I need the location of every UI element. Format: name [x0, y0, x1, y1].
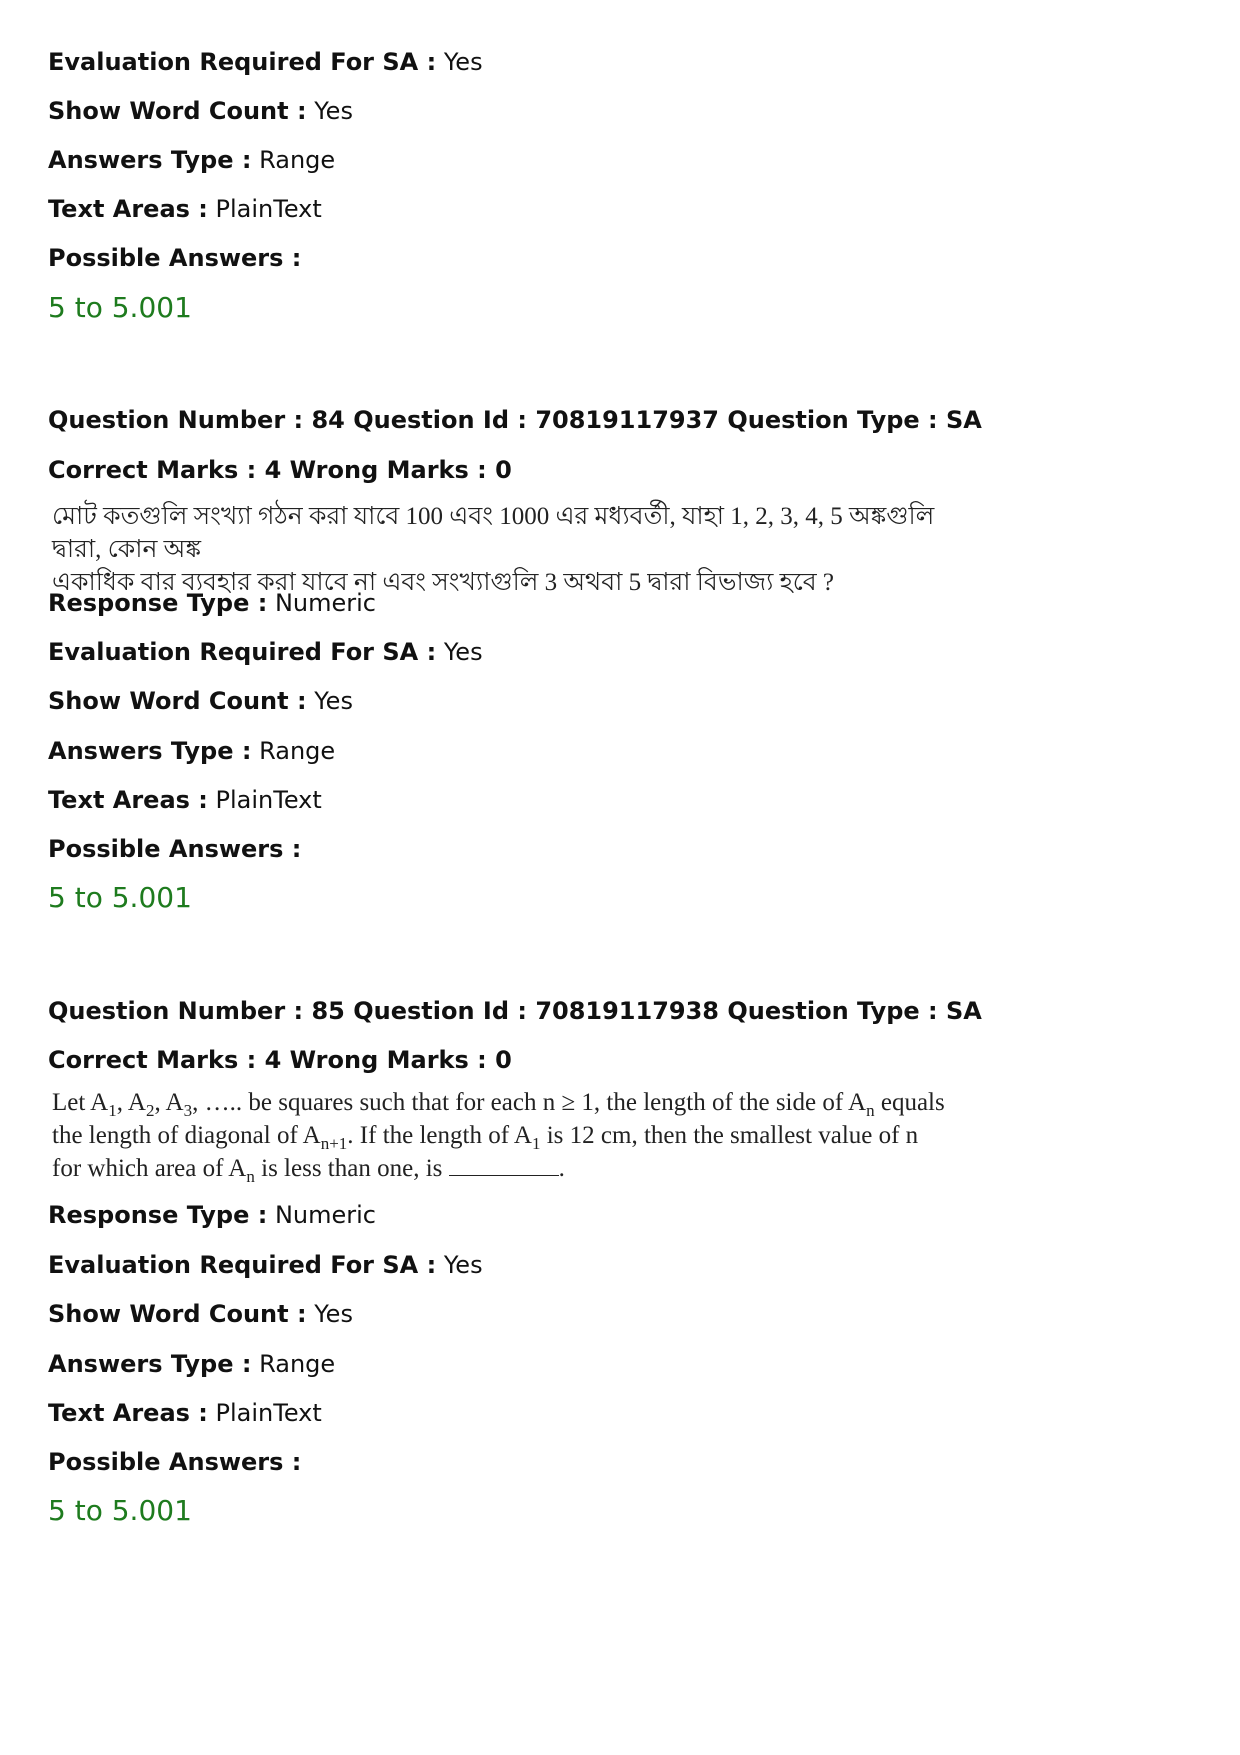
field-value: Yes: [314, 97, 353, 125]
field-label: Text Areas :: [48, 195, 208, 223]
field-label: Possible Answers :: [48, 1448, 302, 1476]
question-header: Question Number : 84 Question Id : 70819117937 Question Type : SA: [48, 406, 982, 434]
field-label: Response Type :: [48, 589, 268, 617]
field-value: Yes: [443, 638, 483, 666]
answers-type-row: [48, 145, 335, 175]
question-text-part: , A: [116, 1089, 146, 1116]
answers-type-row: [48, 1349, 335, 1379]
possible-answers-row: [48, 243, 301, 273]
question-text-part: .: [558, 1155, 565, 1182]
field-label: Evaluation Required For SA :: [48, 1251, 437, 1279]
subscript: 2: [145, 1101, 155, 1120]
text-areas-row: [48, 1398, 322, 1428]
field-value: Yes: [443, 1251, 483, 1279]
question-marks: Correct Marks : 4 Wrong Marks : 0: [48, 456, 512, 484]
question-text-part: Let A: [52, 1089, 109, 1116]
question-text-part: is less than one, is: [254, 1155, 449, 1182]
possible-answer-value: 5 to 5.001: [48, 291, 192, 324]
question-header: Question Number : 85 Question Id : 70819117938 Question Type : SA: [48, 997, 982, 1025]
field-label: Text Areas :: [48, 1399, 208, 1427]
subscript: n: [866, 1101, 875, 1120]
field-label: Answers Type :: [48, 737, 252, 765]
show-word-count-row: [48, 1299, 353, 1329]
field-value: Range: [259, 1350, 336, 1378]
evaluation-required-row: [48, 1250, 483, 1280]
field-label: Answers Type :: [48, 146, 252, 174]
question-text: [52, 1086, 952, 1185]
subscript: n+1: [320, 1134, 348, 1153]
field-value: PlainText: [215, 786, 322, 814]
question-text-part: equals the length of diagonal of A: [52, 1089, 945, 1149]
show-word-count-row: [48, 96, 353, 126]
field-label: Text Areas :: [48, 786, 208, 814]
possible-answer-value: 5 to 5.001: [48, 1494, 192, 1527]
possible-answers-row: [48, 834, 301, 864]
subscript: n: [246, 1167, 255, 1186]
field-label: Evaluation Required For SA :: [48, 638, 437, 666]
field-value: Numeric: [274, 589, 376, 617]
field-value: Yes: [314, 687, 353, 715]
subscript: 1: [108, 1101, 117, 1120]
question-text-line: একাধিক বার ব্যবহার করা যাবে না এবং সংখ্যাগুলি 3 অথবা 5 দ্বারা বিভাজ্য হবে ?: [52, 569, 835, 596]
show-word-count-row: [48, 686, 353, 716]
evaluation-required-row: [48, 637, 483, 667]
response-type-row: [48, 1200, 376, 1230]
field-value: PlainText: [215, 195, 322, 223]
question-text-part: , A: [154, 1089, 184, 1116]
answer-blank: [449, 1175, 559, 1176]
field-label: Evaluation Required For SA :: [48, 48, 437, 76]
field-value: Range: [259, 146, 336, 174]
question-text-line: মোট কতগুলি সংখ্যা গঠন করা যাবে 100 এবং 1000 এর মধ্যবর্তী, যাহা 1, 2, 3, 4, 5 অঙ্কগুলি দ্বারা, কোন অঙ্ক: [52, 503, 935, 563]
question-marks: Correct Marks : 4 Wrong Marks : 0: [48, 1046, 512, 1074]
field-value: PlainText: [215, 1399, 322, 1427]
answers-type-row: [48, 736, 335, 766]
subscript: 3: [183, 1101, 193, 1120]
question-text: [52, 500, 952, 599]
possible-answer-value: 5 to 5.001: [48, 881, 192, 914]
field-label: Answers Type :: [48, 1350, 252, 1378]
field-label: Response Type :: [48, 1201, 268, 1229]
field-value: Yes: [314, 1300, 353, 1328]
field-value: Yes: [443, 48, 483, 76]
response-type-row: [48, 588, 376, 618]
field-label: Show Word Count :: [48, 687, 307, 715]
field-label: Show Word Count :: [48, 97, 307, 125]
text-areas-row: [48, 785, 322, 815]
field-value: Numeric: [274, 1201, 376, 1229]
field-value: Range: [259, 737, 336, 765]
field-label: Show Word Count :: [48, 1300, 307, 1328]
field-label: Possible Answers :: [48, 835, 302, 863]
possible-answers-row: [48, 1447, 301, 1477]
question-text-part: . If the length of A: [347, 1122, 532, 1149]
subscript: 1: [531, 1134, 541, 1153]
evaluation-required-row: [48, 47, 483, 77]
field-label: Possible Answers :: [48, 244, 302, 272]
question-text-part: is 12 cm, then the smallest value of n for which area of A: [52, 1122, 919, 1182]
question-text-part: , ….. be squares such that for each n ≥ 1, the length of the side of A: [192, 1089, 867, 1116]
text-areas-row: [48, 194, 322, 224]
